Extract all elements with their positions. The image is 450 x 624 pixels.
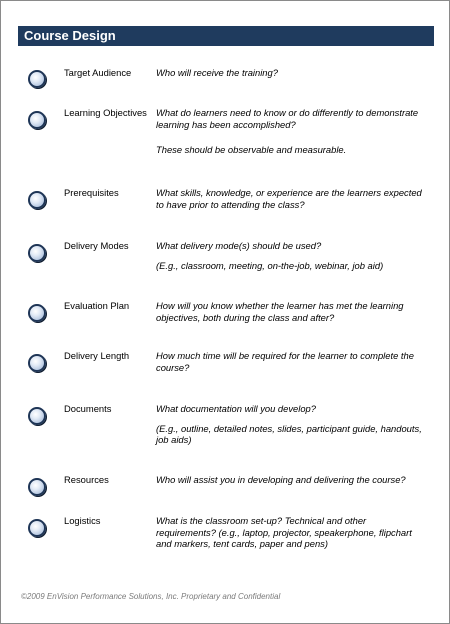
description-text: What skills, knowledge, or experience are the learners expected to have prior to attending the class? bbox=[156, 187, 422, 210]
bullet-icon bbox=[28, 304, 46, 322]
description-text: (E.g., outline, detailed notes, slides, participant guide, handouts, job aids) bbox=[156, 422, 422, 445]
item-label: Resources bbox=[64, 474, 109, 485]
item-label: Documents bbox=[64, 403, 112, 414]
item-description bbox=[156, 67, 428, 87]
description-text: These should be observable and measurable. bbox=[156, 144, 347, 155]
bullet-icon bbox=[28, 519, 46, 537]
bullet-icon bbox=[28, 354, 46, 372]
item-label: Learning Objectives bbox=[64, 107, 147, 118]
item-label: Delivery Modes bbox=[64, 240, 129, 251]
description-text: (E.g., classroom, meeting, on-the-job, webinar, job aid) bbox=[156, 259, 384, 271]
item-description bbox=[156, 187, 428, 218]
item-description bbox=[156, 474, 428, 494]
description-text: Who will assist you in developing and delivering the course? bbox=[156, 474, 406, 485]
item-description bbox=[156, 240, 428, 279]
item-label: Prerequisites bbox=[64, 187, 119, 198]
item-label: Logistics bbox=[64, 515, 101, 526]
item-label: Target Audience bbox=[64, 67, 132, 78]
item-description bbox=[156, 403, 428, 454]
description-text: What is the classroom set-up? Technical and other requirements? (e.g., laptop, projector, speakerphone, flipchart and markers, tent cards, paper and pens) bbox=[156, 515, 412, 549]
bullet-icon bbox=[28, 244, 46, 262]
item-label: Delivery Length bbox=[64, 350, 130, 361]
description-text: What do learners need to know or do differently to demonstrate learning has been accomplished? bbox=[156, 107, 419, 130]
description-text: What delivery mode(s) should be used? bbox=[156, 240, 322, 251]
bullet-icon bbox=[28, 407, 46, 425]
item-description bbox=[156, 350, 428, 381]
bullet-icon bbox=[28, 70, 46, 88]
description-text: Who will receive the training? bbox=[156, 67, 278, 78]
description-text: How will you know whether the learner has met the learning objectives, both during the class and after? bbox=[156, 300, 404, 323]
item-description bbox=[156, 107, 428, 164]
bullet-icon bbox=[28, 191, 46, 209]
section-header: Course Design bbox=[18, 26, 434, 46]
item-description bbox=[156, 300, 428, 331]
description-text: What documentation will you develop? bbox=[156, 403, 316, 414]
item-label: Evaluation Plan bbox=[64, 300, 130, 311]
item-description bbox=[156, 515, 428, 558]
bullet-icon bbox=[28, 478, 46, 496]
copyright-footer: ©2009 EnVision Performance Solutions, Inc. Proprietary and Confidential bbox=[21, 592, 281, 601]
description-text: How much time will be required for the learner to complete the course? bbox=[156, 350, 414, 373]
bullet-icon bbox=[28, 111, 46, 129]
